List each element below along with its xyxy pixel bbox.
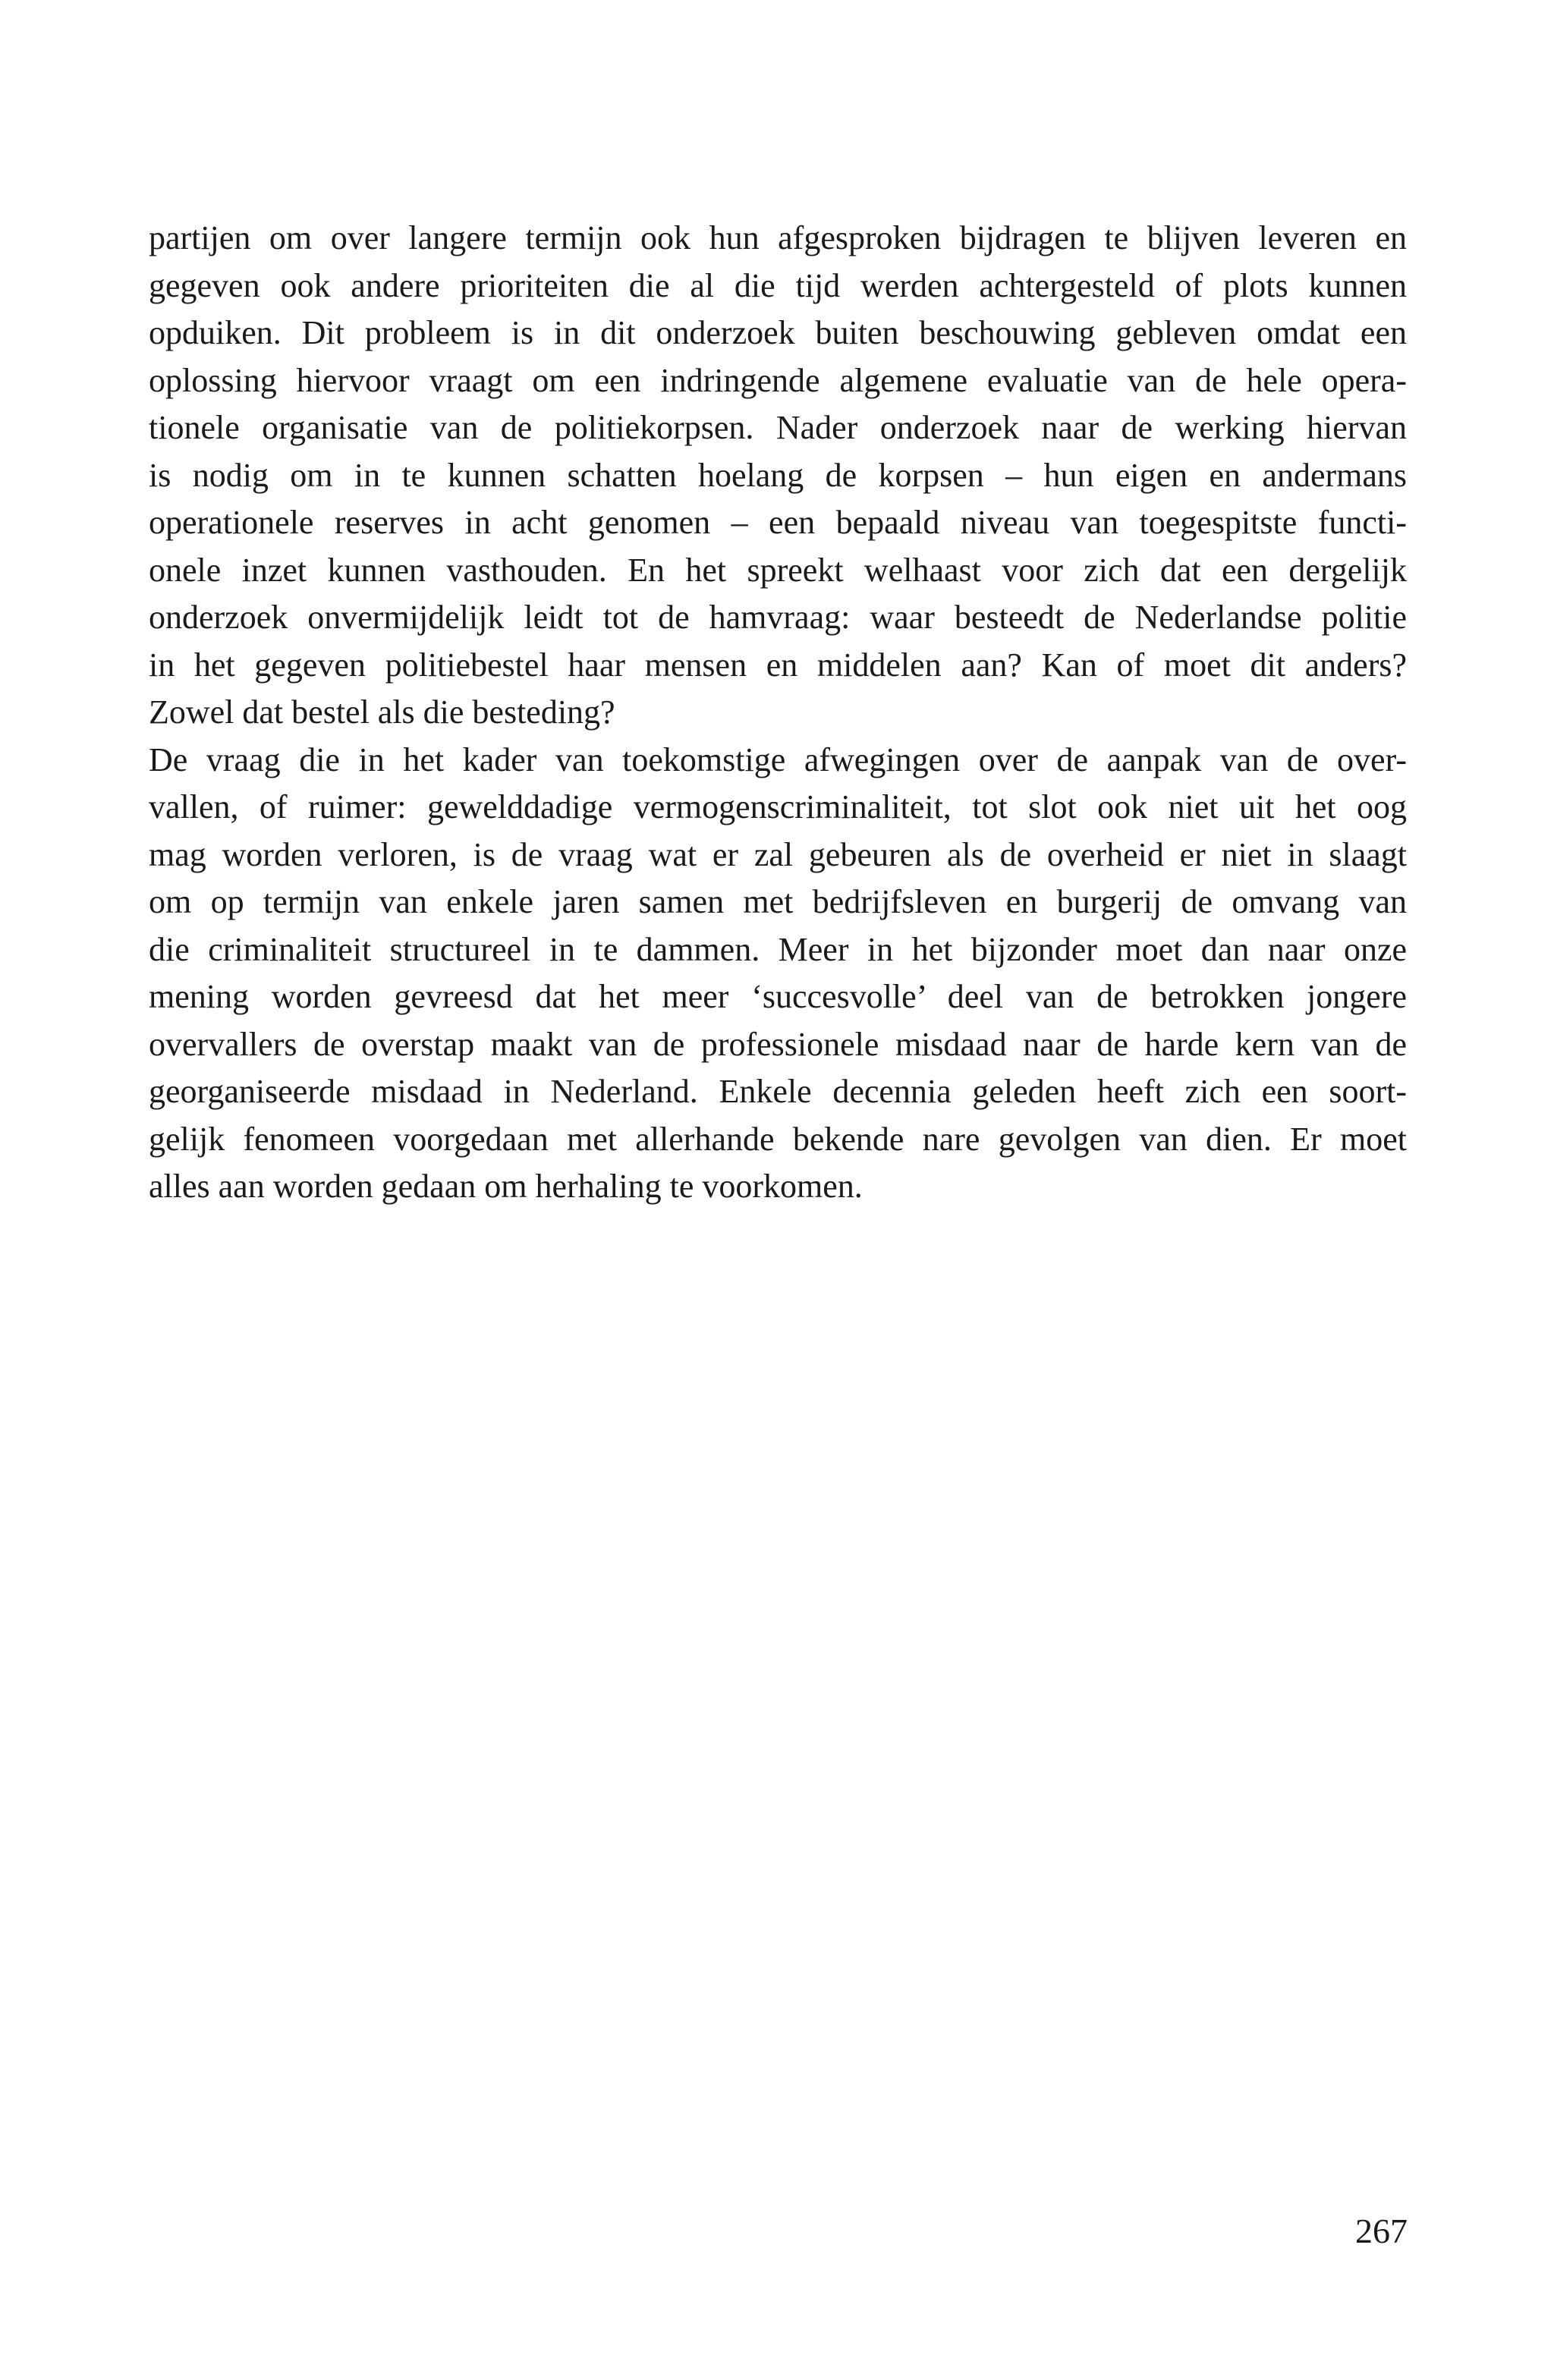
text-line: is nodig om in te kunnen schatten hoelang de korpsen – hun eigen en andermans	[149, 456, 1407, 494]
page-number: 267	[1355, 2212, 1408, 2250]
text-line: vallen, of ruimer: gewelddadige vermogenscriminaliteit, tot slot ook niet uit het oog	[149, 788, 1407, 825]
text-line: oplossing hiervoor vraagt om een indringende algemene evaluatie van de hele opera-	[149, 361, 1407, 399]
text-line: om op termijn van enkele jaren samen met bedrijfsleven en burgerij de omvang van	[149, 883, 1407, 920]
text-line: partijen om over langere termijn ook hun afgesproken bijdragen te blijven leveren en	[149, 219, 1407, 256]
text-line: onderzoek onvermijdelijk leidt tot de hamvraag: waar besteedt de Nederlandse politie	[149, 599, 1407, 636]
text-line: georganiseerde misdaad in Nederland. Enkele decennia geleden heeft zich een soort-	[149, 1073, 1407, 1110]
text-line: operationele reserves in acht genomen – een bepaald niveau van toegespitste functi-	[149, 504, 1407, 541]
text-line: opduiken. Dit probleem is in dit onderzoek buiten beschouwing gebleven omdat een	[149, 314, 1407, 351]
text-line: mening worden gevreesd dat het meer ‘succesvolle’ deel van de betrokken jongere	[149, 978, 1407, 1015]
body-text	[149, 215, 1407, 1211]
text-line: gelijk fenomeen voorgedaan met allerhande bekende nare gevolgen van dien. Er moet	[149, 1120, 1407, 1158]
text-line: mag worden verloren, is de vraag wat er zal gebeuren als de overheid er niet in slaagt	[149, 835, 1407, 873]
text-line: tionele organisatie van de politiekorpsen. Nader onderzoek naar de werking hiervan	[149, 409, 1407, 446]
text-line: in het gegeven politiebestel haar mensen en middelen aan? Kan of moet dit anders?	[149, 646, 1407, 684]
text-line: overvallers de overstap maakt van de professionele misdaad naar de harde kern van de	[149, 1025, 1407, 1063]
text-line: alles aan worden gedaan om herhaling te voorkomen.	[149, 1168, 863, 1205]
text-line: die criminaliteit structureel in te dammen. Meer in het bijzonder moet dan naar onze	[149, 930, 1407, 968]
text-line: gegeven ook andere prioriteiten die al die tijd werden achtergesteld of plots kunnen	[149, 266, 1407, 304]
paragraph-2	[149, 737, 1407, 1211]
text-line: onele inzet kunnen vasthouden. En het spreekt welhaast voor zich dat een dergelijk	[149, 551, 1407, 589]
paragraph-1	[149, 215, 1407, 737]
text-line: Zowel dat bestel als die besteding?	[149, 693, 615, 731]
text-line: De vraag die in het kader van toekomstige afwegingen over de aanpak van de over-	[149, 740, 1407, 778]
